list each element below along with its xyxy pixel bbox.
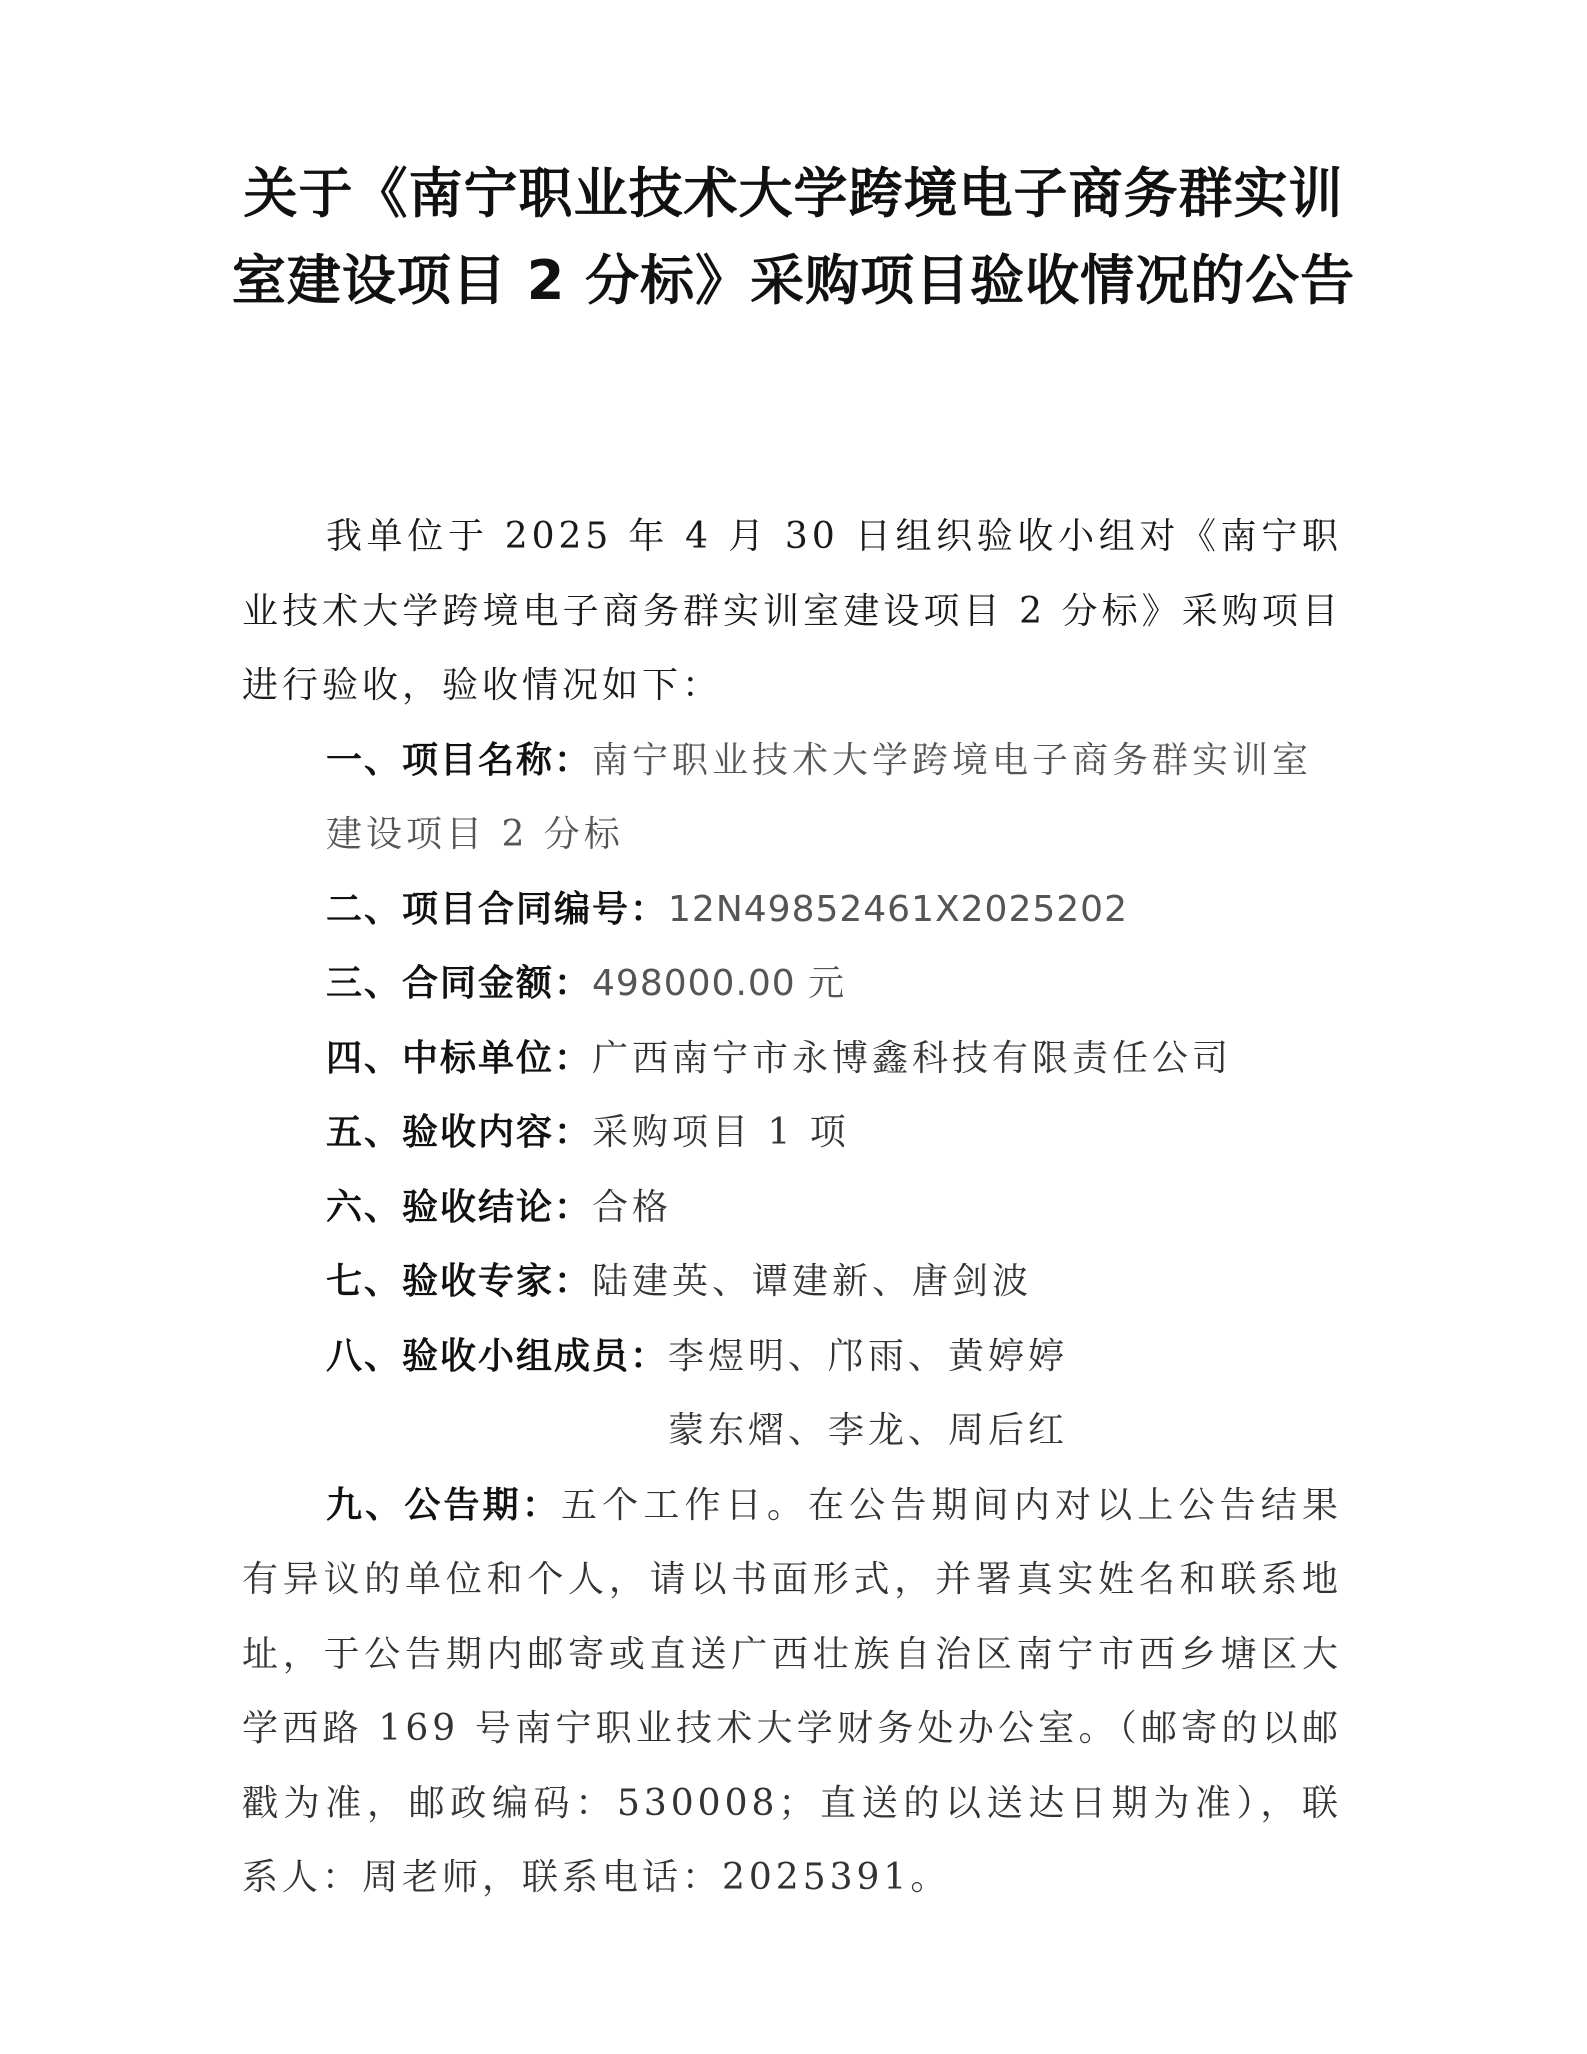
- acceptance-conclusion-value: 合格: [592, 1186, 673, 1228]
- item-contract-no: [242, 873, 1342, 948]
- project-name-value: 南宁职业技术大学跨境电子商务群实训室建设项目 2 分标: [326, 739, 1313, 855]
- members-line-1: 李煜明、邝雨、黄婷婷: [668, 1335, 1069, 1377]
- contract-no-label: 二、项目合同编号：: [326, 888, 669, 930]
- notice-period-value: 五个工作日。在公告期间内对以上公告结果有异议的单位和个人，请以书面形式，并署真实姓名和联系地址，于公告期内邮寄或直送广西壮族自治区南宁市西乡塘区大学西路 169 号南宁职业技术大学财务处办公室。（邮寄的以邮戳为准，邮政编码：530008；直送的以送达日期为准），联系人：周老师，联系电话：2025391。: [242, 1484, 1342, 1898]
- acceptance-conclusion-label: 六、验收结论：: [326, 1186, 593, 1228]
- document-title: 关于《南宁职业技术大学跨境电子商务群实训室建设项目 2 分标》采购项目验收情况的公告: [231, 162, 1356, 312]
- winning-unit-label: 四、中标单位：: [326, 1037, 593, 1079]
- notice-period-label: 九、公告期：: [326, 1484, 561, 1526]
- item-contract-amount: [242, 947, 1342, 1022]
- experts-value: 陆建英、谭建新、唐剑波: [592, 1261, 1033, 1302]
- item-project-name: [242, 724, 1342, 873]
- item-experts: [242, 1245, 1342, 1320]
- document-body: [242, 500, 1342, 1916]
- contract-no-value: 12N49852461X2025202: [668, 888, 1128, 930]
- item-winning-unit: [242, 1022, 1342, 1097]
- project-name-label: 一、项目名称：: [326, 739, 593, 781]
- intro-paragraph: 我单位于 2025 年 4 月 30 日组织验收小组对《南宁职业技术大学跨境电子商务群实训室建设项目 2 分标》采购项目进行验收，验收情况如下：: [242, 516, 1342, 706]
- acceptance-content-value: 采购项目 1 项: [592, 1112, 850, 1153]
- item-acceptance-conclusion: [242, 1171, 1342, 1246]
- item-members: [242, 1320, 1342, 1469]
- item-acceptance-content: [242, 1096, 1342, 1171]
- experts-label: 七、验收专家：: [326, 1261, 593, 1302]
- members-list: [668, 1320, 1068, 1469]
- contract-amount-label: 三、合同金额：: [326, 963, 593, 1004]
- members-label: 八、验收小组成员：: [326, 1335, 669, 1377]
- members-line-2: 蒙东熠、李龙、周后红: [668, 1410, 1069, 1451]
- winning-unit-value: 广西南宁市永博鑫科技有限责任公司: [592, 1037, 1233, 1079]
- contract-amount-value: 498000.00 元: [592, 963, 846, 1004]
- item-notice-period: [242, 1469, 1342, 1916]
- acceptance-content-label: 五、验收内容：: [326, 1112, 593, 1153]
